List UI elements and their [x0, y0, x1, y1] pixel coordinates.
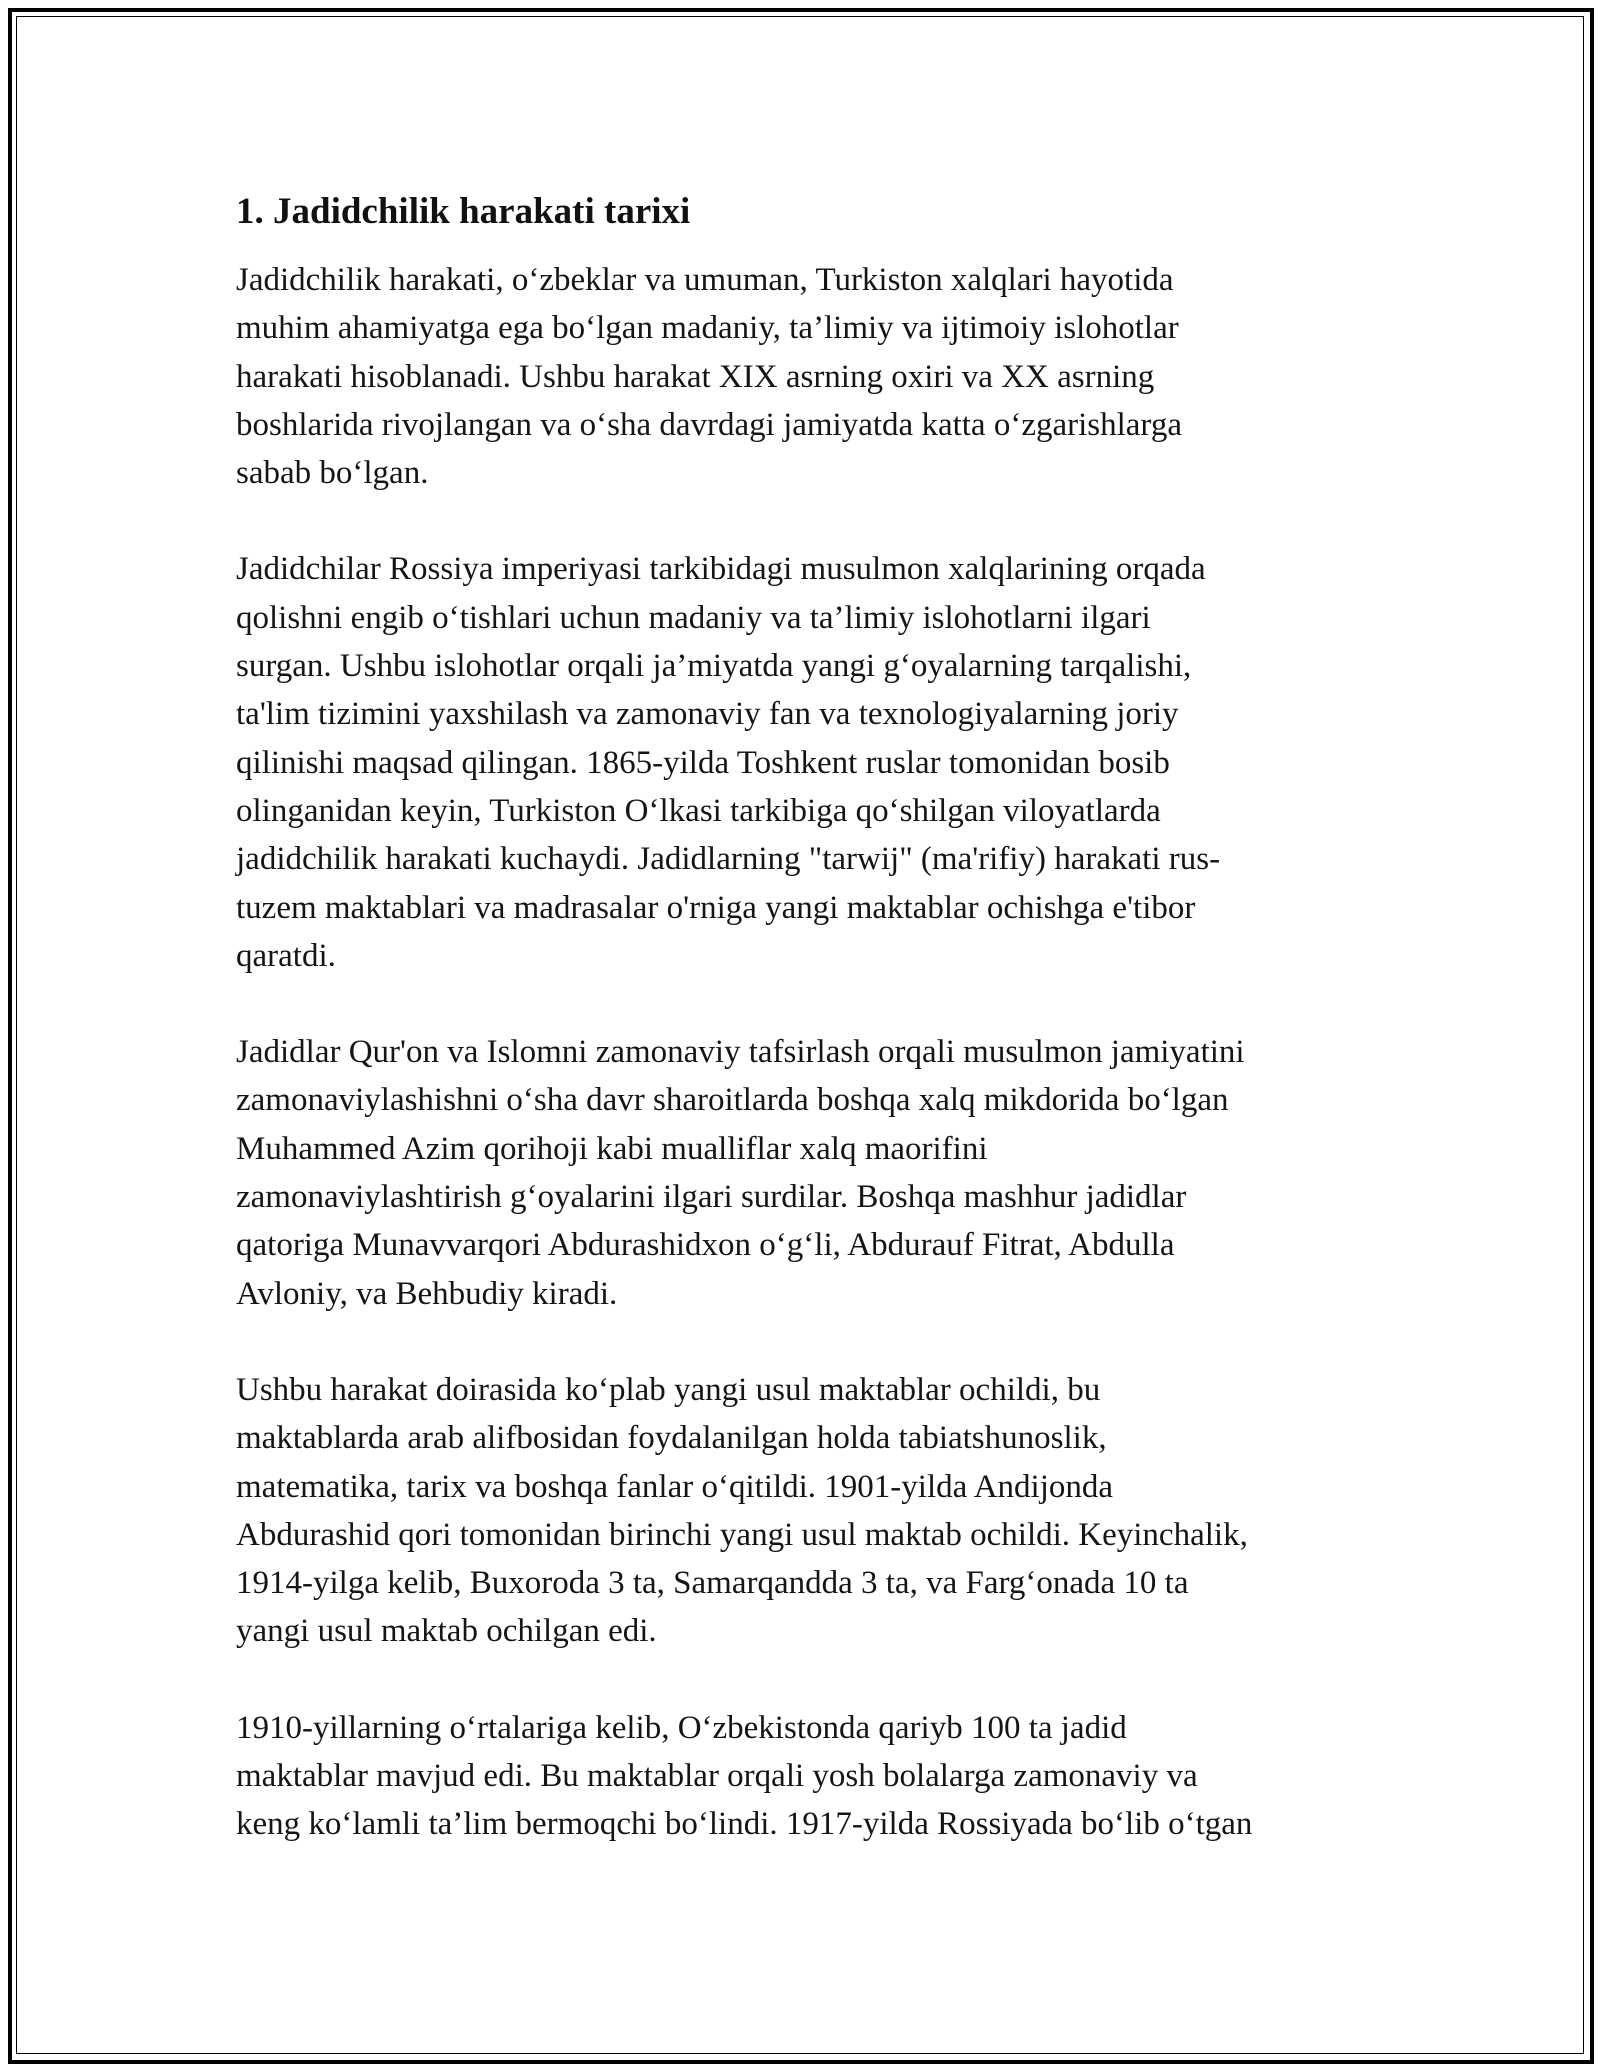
text-line: muhim ahamiyatga ega bo‘lgan madaniy, ta’limiy va ijtimoiy islohotlar: [236, 310, 1179, 347]
paragraph-4: [236, 1366, 1376, 1656]
document-body: [236, 188, 1376, 1897]
text-line: Jadidlar Qur'on va Islomni zamonaviy tafsirlash orqali musulmon jamiyatini: [236, 1034, 1245, 1071]
text-line: maktablarda arab alifbosidan foydalanilgan holda tabiatshunoslik,: [236, 1420, 1107, 1457]
paragraph-3: [236, 1028, 1376, 1318]
paragraph-2: [236, 545, 1376, 980]
text-line: boshlarida rivojlangan va o‘sha davrdagi jamiyatda katta o‘zgarishlarga: [236, 406, 1182, 443]
text-line: olinganidan keyin, Turkiston O‘lkasi tarkibiga qo‘shilgan viloyatlarda: [236, 792, 1161, 829]
text-line: yangi usul maktab ochilgan edi.: [236, 1613, 657, 1650]
paragraph-5: [236, 1704, 1376, 1849]
text-line: zamonaviylashtirish g‘oyalarini ilgari surdilar. Boshqa mashhur jadidlar: [236, 1179, 1187, 1216]
text-line: Avloniy, va Behbudiy kiradi.: [236, 1275, 618, 1312]
text-line: qaratdi.: [236, 937, 336, 974]
text-line: Ushbu harakat doirasida ko‘plab yangi usul maktablar ochildi, bu: [236, 1371, 1101, 1408]
text-line: Muhammed Azim qorihoji kabi mualliflar xalq maorifini: [236, 1130, 988, 1167]
text-line: zamonaviylashishni o‘sha davr sharoitlarda boshqa xalq mikdorida bo‘lgan: [236, 1082, 1229, 1119]
text-line: jadidchilik harakati kuchaydi. Jadidlarning "tarwij" (ma'rifiy) harakati rus-: [236, 841, 1221, 878]
text-line: Jadidchilar Rossiya imperiyasi tarkibidagi musulmon xalqlarining orqada: [236, 551, 1206, 588]
text-line: Abdurashid qori tomonidan birinchi yangi usul maktab ochildi. Keyinchalik,: [236, 1516, 1248, 1553]
text-line: surgan. Ushbu islohotlar orqali ja’miyatda yangi g‘oyalarning tarqalishi,: [236, 648, 1192, 685]
text-line: matematika, tarix va boshqa fanlar o‘qitildi. 1901-yilda Andijonda: [236, 1468, 1114, 1505]
text-line: 1910-yillarning o‘rtalariga kelib, O‘zbekistonda qariyb 100 ta jadid: [236, 1709, 1127, 1746]
text-line: qatoriga Munavvarqori Abdurashidxon o‘g‘li, Abdurauf Fitrat, Abdulla: [236, 1227, 1175, 1264]
text-line: keng ko‘lamli ta’lim bermoqchi bo‘lindi. 1917-yilda Rossiyada bo‘lib o‘tgan: [236, 1806, 1253, 1843]
text-line: qolishni engib o‘tishlari uchun madaniy va ta’limiy islohotlarni ilgari: [236, 599, 1151, 636]
text-line: harakati hisoblanadi. Ushbu harakat XIX asrning oxiri va XX asrning: [236, 358, 1155, 395]
text-line: maktablar mavjud edi. Bu maktablar orqali yosh bolalarga zamonaviy va: [236, 1758, 1198, 1795]
text-line: 1914-yilga kelib, Buxoroda 3 ta, Samarqandda 3 ta, va Farg‘onada 10 ta: [236, 1565, 1189, 1602]
paragraph-1: [236, 256, 1376, 497]
section-heading: 1. Jadidchilik harakati tarixi: [236, 191, 691, 232]
text-line: ta'lim tizimini yaxshilash va zamonaviy fan va texnologiyalarning joriy: [236, 696, 1179, 733]
text-line: qilinishi maqsad qilingan. 1865-yilda Toshkent ruslar tomonidan bosib: [236, 744, 1170, 781]
text-line: Jadidchilik harakati, o‘zbeklar va umuman, Turkiston xalqlari hayotida: [236, 262, 1174, 298]
text-line: tuzem maktablari va madrasalar o'rniga yangi maktablar ochishga e'tibor: [236, 889, 1196, 926]
text-line: sabab bo‘lgan.: [236, 455, 429, 492]
